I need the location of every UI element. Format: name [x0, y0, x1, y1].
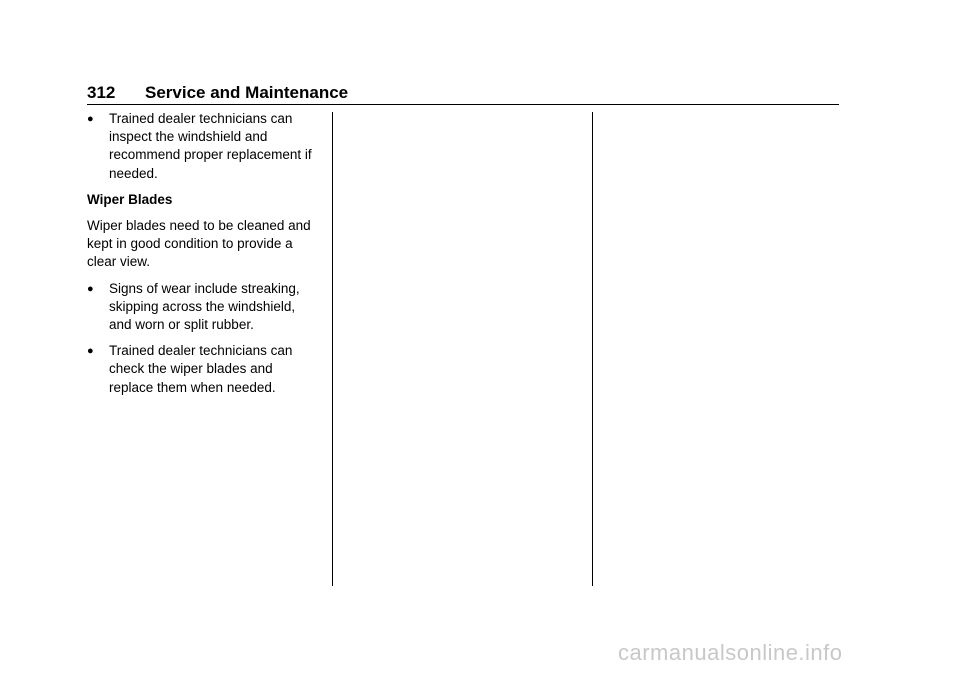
bullet-icon: ● — [87, 345, 94, 358]
subheading-wiper-blades: Wiper Blades — [87, 191, 173, 207]
bullet-item — [87, 342, 319, 397]
page-header — [87, 82, 839, 105]
page-number: 312 — [87, 83, 116, 102]
column-divider — [332, 112, 333, 586]
bullet-icon: ● — [87, 282, 94, 295]
watermark: carmanualsonline.info — [618, 640, 843, 665]
bullet-text: Trained dealer technicians can check the wiper blades and replace them when needed. — [109, 343, 293, 395]
bullet-text: Trained dealer technicians can inspect the windshield and recommend proper replacement if needed. — [109, 111, 312, 181]
column-1 — [87, 110, 319, 405]
bullet-icon: ● — [87, 113, 94, 125]
bullet-item — [87, 280, 319, 335]
section-title: Service and Maintenance — [145, 83, 349, 102]
bullet-item — [87, 110, 319, 183]
paragraph: Wiper blades need to be cleaned and kept in good condition to provide a clear view. — [87, 218, 311, 270]
bullet-text: Signs of wear include streaking, skipping across the windshield, and worn or split rubber. — [109, 280, 300, 333]
column-divider — [592, 112, 593, 586]
